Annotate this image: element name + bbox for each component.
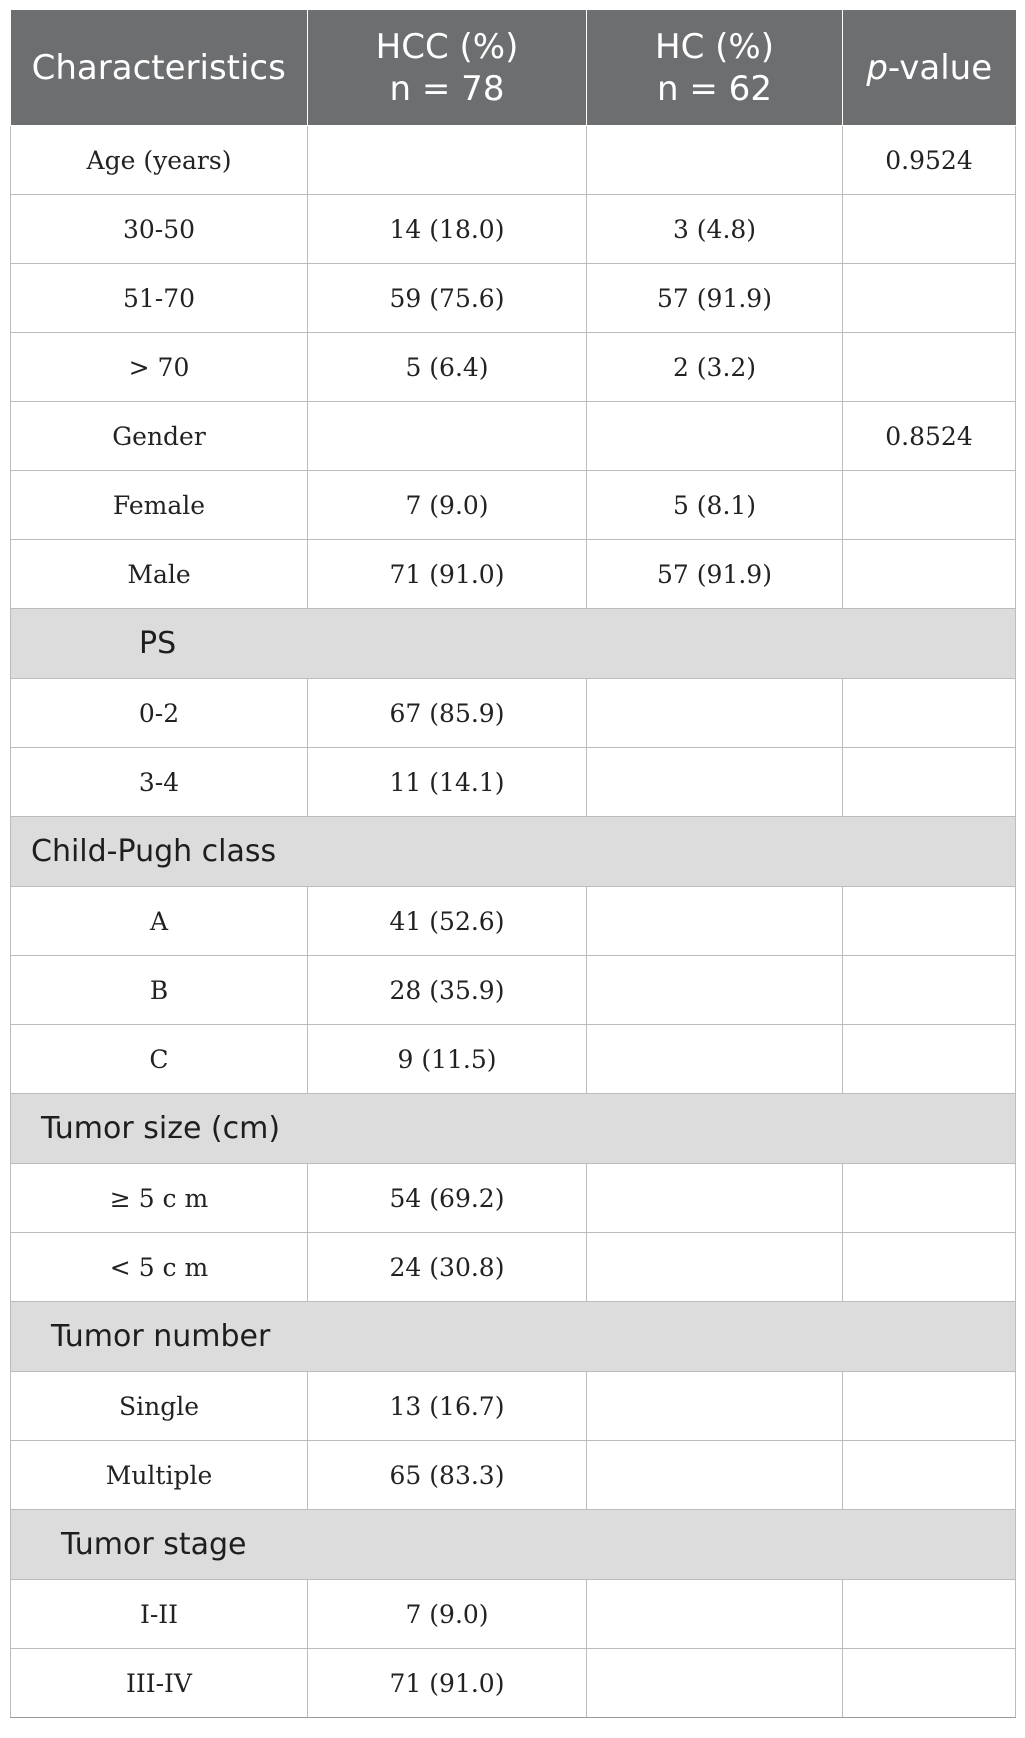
- cell-p-value: [843, 471, 1016, 540]
- cell-p-value: [843, 1164, 1016, 1233]
- cell-label: Gender: [11, 402, 308, 471]
- section-title: PS: [139, 626, 177, 661]
- table-row: [11, 956, 1016, 1025]
- cell-hc: [587, 956, 843, 1025]
- cell-p-value: [843, 264, 1016, 333]
- cell-p-value: [843, 540, 1016, 609]
- section-row-tumor-size: [11, 1094, 1016, 1164]
- cell-p-value: [843, 1233, 1016, 1302]
- section-header-cell: [11, 1302, 1016, 1372]
- cell-hc: 57 (91.9): [587, 540, 843, 609]
- cell-label: B: [11, 956, 308, 1025]
- table-row: [11, 1649, 1016, 1718]
- cell-hcc: 28 (35.9): [308, 956, 587, 1025]
- cell-hcc: [308, 402, 587, 471]
- cell-hc: [587, 1164, 843, 1233]
- cell-hcc: 24 (30.8): [308, 1233, 587, 1302]
- cell-hcc: 54 (69.2): [308, 1164, 587, 1233]
- cell-hc: [587, 1025, 843, 1094]
- cell-hcc: 71 (91.0): [308, 540, 587, 609]
- cell-p-value: 0.8524: [843, 402, 1016, 471]
- cell-label: ≥ 5 c m: [11, 1164, 308, 1233]
- characteristics-table: [10, 10, 1016, 1718]
- table-row: [11, 402, 1016, 471]
- cell-hcc: 41 (52.6): [308, 887, 587, 956]
- cell-p-value: [843, 956, 1016, 1025]
- cell-hc: [587, 748, 843, 817]
- section-row-child-pugh: [11, 817, 1016, 887]
- header-p-value: [843, 10, 1016, 126]
- cell-p-value: [843, 1441, 1016, 1510]
- cell-label: Female: [11, 471, 308, 540]
- table-row: [11, 195, 1016, 264]
- cell-hc: [587, 1372, 843, 1441]
- cell-hc: [587, 1441, 843, 1510]
- cell-hc: [587, 1580, 843, 1649]
- table-row: [11, 679, 1016, 748]
- table-row: [11, 887, 1016, 956]
- table-row: [11, 1580, 1016, 1649]
- section-row-tumor-stage: [11, 1510, 1016, 1580]
- cell-hcc: 71 (91.0): [308, 1649, 587, 1718]
- section-title: Tumor number: [51, 1319, 271, 1354]
- cell-p-value: [843, 1649, 1016, 1718]
- cell-hcc: 11 (14.1): [308, 748, 587, 817]
- cell-label: > 70: [11, 333, 308, 402]
- cell-label: A: [11, 887, 308, 956]
- cell-hcc: [308, 126, 587, 195]
- cell-hc: 3 (4.8): [587, 195, 843, 264]
- cell-hc: 2 (3.2): [587, 333, 843, 402]
- header-p-rest: -value: [887, 47, 993, 88]
- cell-hcc: 59 (75.6): [308, 264, 587, 333]
- header-hcc-n: n = 78: [389, 68, 505, 109]
- header-hcc: [308, 10, 587, 126]
- cell-hc: 5 (8.1): [587, 471, 843, 540]
- cell-hc: [587, 1233, 843, 1302]
- header-hc: [587, 10, 843, 126]
- cell-hc: [587, 402, 843, 471]
- cell-p-value: [843, 333, 1016, 402]
- table-row: [11, 1025, 1016, 1094]
- cell-p-value: [843, 195, 1016, 264]
- section-header-cell: [11, 817, 1016, 887]
- table-row: [11, 1372, 1016, 1441]
- header-hc-label: HC (%): [655, 26, 774, 67]
- section-title: Child-Pugh class: [31, 834, 277, 869]
- table-row: [11, 333, 1016, 402]
- table-header-row: [11, 10, 1016, 126]
- cell-hcc: 65 (83.3): [308, 1441, 587, 1510]
- cell-label: 51-70: [11, 264, 308, 333]
- section-header-cell: [11, 609, 1016, 679]
- cell-p-value: [843, 1025, 1016, 1094]
- cell-hcc: 7 (9.0): [308, 471, 587, 540]
- section-header-cell: [11, 1510, 1016, 1580]
- table-row: [11, 1441, 1016, 1510]
- table-row: [11, 264, 1016, 333]
- cell-label: Single: [11, 1372, 308, 1441]
- cell-hcc: 7 (9.0): [308, 1580, 587, 1649]
- header-hcc-label: HCC (%): [375, 26, 519, 67]
- cell-label: III-IV: [11, 1649, 308, 1718]
- cell-p-value: 0.9524: [843, 126, 1016, 195]
- cell-hcc: 9 (11.5): [308, 1025, 587, 1094]
- cell-hc: [587, 679, 843, 748]
- table-row: [11, 471, 1016, 540]
- cell-hc: [587, 1649, 843, 1718]
- table-row: [11, 540, 1016, 609]
- cell-label: C: [11, 1025, 308, 1094]
- section-title: Tumor size (cm): [41, 1111, 281, 1146]
- cell-p-value: [843, 748, 1016, 817]
- section-row-tumor-number: [11, 1302, 1016, 1372]
- cell-hcc: 13 (16.7): [308, 1372, 587, 1441]
- cell-label: 0-2: [11, 679, 308, 748]
- cell-p-value: [843, 1372, 1016, 1441]
- cell-hcc: 14 (18.0): [308, 195, 587, 264]
- cell-label: Age (years): [11, 126, 308, 195]
- cell-hcc: 67 (85.9): [308, 679, 587, 748]
- header-characteristics: Characteristics: [11, 10, 308, 126]
- cell-label: Multiple: [11, 1441, 308, 1510]
- header-hc-n: n = 62: [657, 68, 772, 109]
- table-row: [11, 1164, 1016, 1233]
- section-row-ps: [11, 609, 1016, 679]
- cell-label: < 5 c m: [11, 1233, 308, 1302]
- header-p-italic: p: [866, 47, 888, 88]
- cell-p-value: [843, 1580, 1016, 1649]
- cell-hcc: 5 (6.4): [308, 333, 587, 402]
- cell-label: Male: [11, 540, 308, 609]
- table-row: [11, 748, 1016, 817]
- cell-hc: 57 (91.9): [587, 264, 843, 333]
- table-row: [11, 1233, 1016, 1302]
- section-title: Tumor stage: [61, 1527, 247, 1562]
- section-header-cell: [11, 1094, 1016, 1164]
- cell-label: 3-4: [11, 748, 308, 817]
- cell-p-value: [843, 887, 1016, 956]
- cell-label: I-II: [11, 1580, 308, 1649]
- cell-p-value: [843, 679, 1016, 748]
- cell-hc: [587, 126, 843, 195]
- cell-hc: [587, 887, 843, 956]
- cell-label: 30-50: [11, 195, 308, 264]
- table-row: [11, 126, 1016, 195]
